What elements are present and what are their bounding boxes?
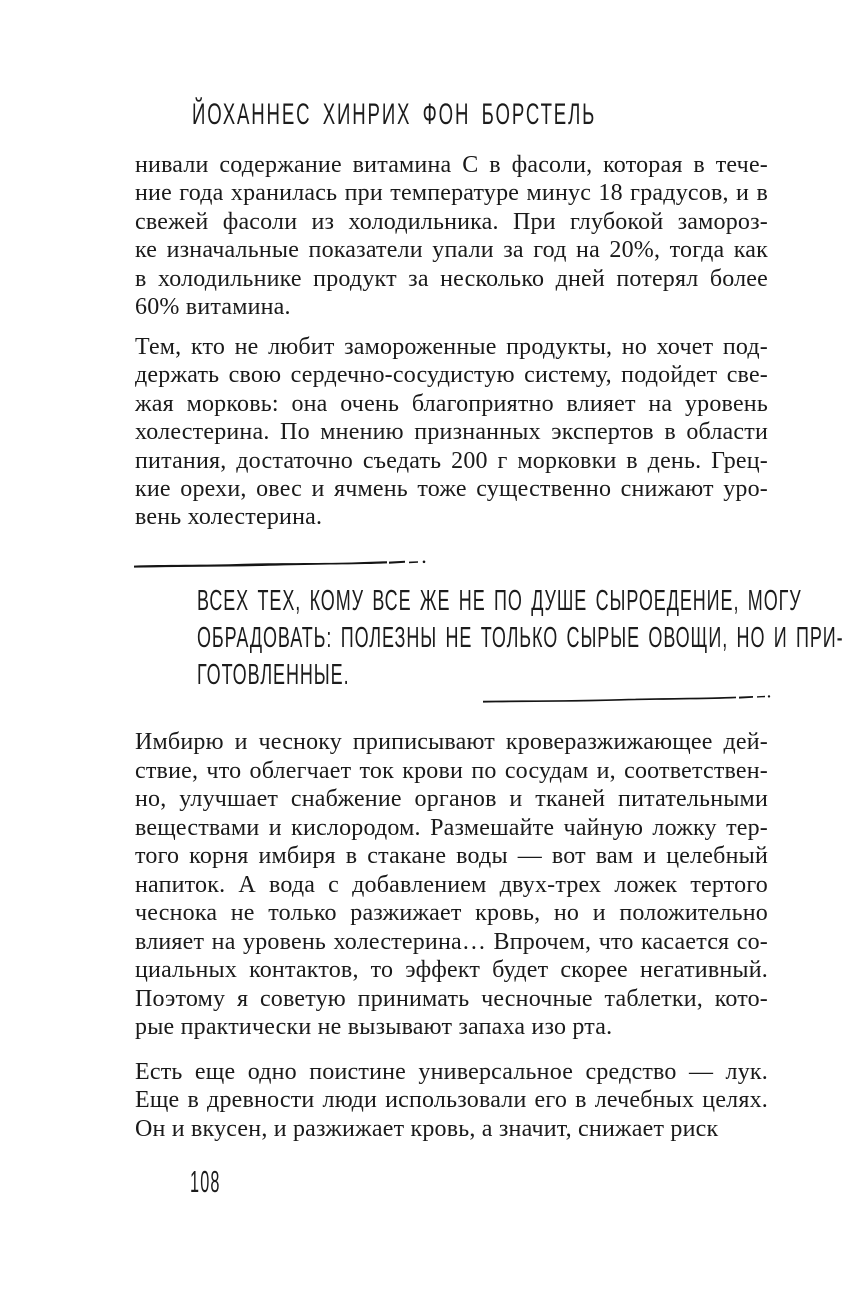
text-line: влияет на уровень холестерина… Впрочем, что касается со-: [135, 928, 768, 955]
running-header-author: ЙОХАННЕС ХИНРИХ ФОН БОРСТЕЛЬ: [192, 98, 597, 131]
text-line: вень холестерина.: [135, 504, 323, 531]
text-line: 60% витамина.: [135, 294, 291, 321]
text-line: того корня имбиря в стакане воды — вот вам и целебный: [135, 843, 768, 869]
text-line: держать свою сердечно-сосудистую систему, подойдет све-: [135, 362, 768, 389]
text-line: ВСЕХ ТЕХ, КОМУ ВСЕ ЖЕ НЕ ПО ДУШЕ СЫРОЕДЕНИЕ, МОГУ: [197, 585, 802, 617]
text-line: в холодильнике продукт за несколько дней потерял более: [135, 265, 768, 292]
hand-drawn-rule-top: [134, 557, 428, 575]
text-line: ствие, что облегчает ток крови по сосудам и, соответствен-: [135, 757, 768, 784]
text-line: Еще в древности люди использовали его в лечебных целях.: [135, 1087, 768, 1114]
text-line: ГОТОВЛЕННЫЕ.: [197, 659, 350, 691]
text-line: нивали содержание витамина С в фасоли, которая в тече-: [135, 152, 768, 178]
paragraph-3: [135, 728, 768, 1042]
page-number: 108: [190, 1164, 221, 1199]
hand-drawn-stroke: [134, 558, 428, 570]
paragraph-4: [135, 1058, 768, 1143]
text-line: чеснока не только разжижает кровь, но и положительно: [135, 900, 768, 926]
hand-drawn-rule-bottom: [481, 693, 771, 711]
text-line: рые практически не вызывают запаха изо рта.: [135, 1014, 613, 1040]
pull-quote: [197, 583, 844, 694]
text-line: Есть еще одно поистине универсальное средство — лук.: [135, 1059, 768, 1085]
text-line: напиток. А вода с добавлением двух-трех ложек тертого: [135, 871, 768, 898]
hand-drawn-stroke: [481, 694, 771, 706]
text-line: Имбирю и чесноку приписывают кроверазжижающее дей-: [135, 729, 768, 755]
text-line: ОБРАДОВАТЬ: ПОЛЕЗНЫ НЕ ТОЛЬКО СЫРЫЕ ОВОЩИ, НО И ПРИ-: [197, 622, 844, 654]
text-line: Тем, кто не любит замороженные продукты, но хочет под-: [135, 334, 768, 360]
text-line: Поэтому я советую принимать чесночные таблетки, кото-: [135, 985, 768, 1012]
text-line: питания, достаточно съедать 200 г морковки в день. Грец-: [135, 447, 768, 474]
text-line: веществами и кислородом. Размешайте чайную ложку тер-: [135, 814, 768, 841]
paragraph-2: [135, 333, 768, 532]
text-line: холестерина. По мнению признанных экспертов в области: [135, 419, 768, 446]
text-line: циальных контактов, то эффект будет скорее негативный.: [135, 957, 768, 983]
text-line: свежей фасоли из холодильника. При глубокой замороз-: [135, 208, 768, 235]
text-line: но, улучшает снабжение органов и тканей питательными: [135, 786, 768, 812]
paragraph-1: [135, 151, 768, 321]
text-line: ние года хранилась при температуре минус 18 градусов, и в: [135, 180, 768, 207]
text-line: ке изначальные показатели упали за год на 20%, тогда как: [135, 237, 768, 264]
text-line: кие орехи, овес и ячмень тоже существенно снижают уро-: [135, 476, 768, 503]
text-line: Он и вкусен, и разжижает кровь, а значит, снижает риск: [135, 1115, 719, 1142]
text-line: жая морковь: она очень благоприятно влияет на уровень: [135, 390, 768, 417]
